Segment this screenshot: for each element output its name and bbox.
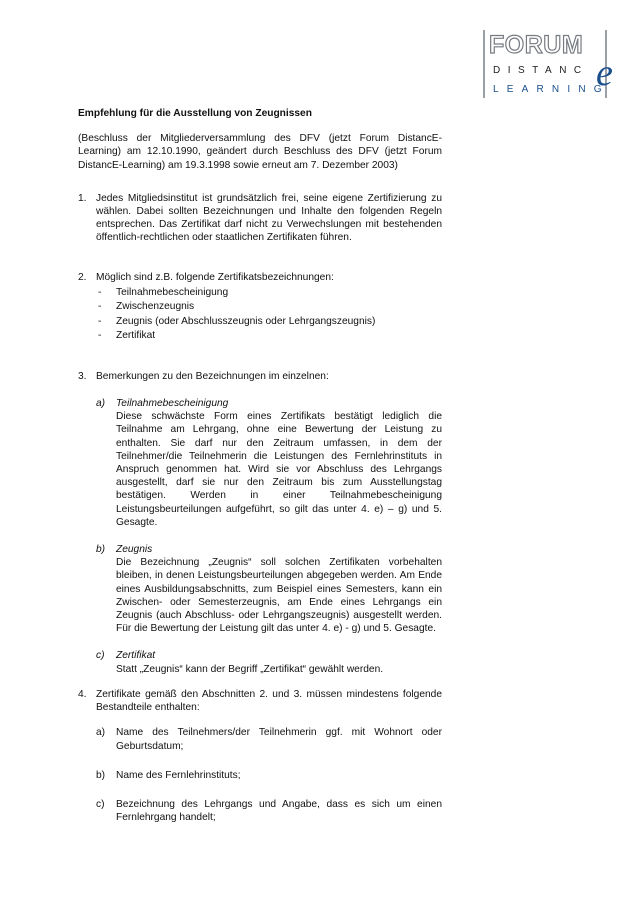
forum-distance-learning-logo <box>483 30 623 102</box>
list-item <box>96 798 442 824</box>
logo-learning-text: LEARNING <box>493 84 610 95</box>
section-text: Möglich sind z.B. folgende Zertifikatsbezeichnungen: <box>96 271 334 283</box>
bullet-dash: - <box>98 301 102 313</box>
item-text: Name des Fernlehrinstituts; <box>116 769 241 781</box>
list-item: - Zwischenzeugnis <box>98 301 195 313</box>
subsection-b <box>96 543 442 635</box>
logo-forum-text: FORUM <box>489 31 584 59</box>
section-text: Bemerkungen zu den Bezeichnungen im einzelnen: <box>96 370 329 382</box>
logo-e-mark: e <box>596 52 613 94</box>
subsection-text: Diese schwächste Form eines Zertifikats bestätigt lediglich die Teilnahme am Lehrgang, ohne eine Bewertung der Leistung zu enthalten. Sie darf nur den Zeitraum umfassen, in dem der Teilnehmer/die Teilnehmerin die Leistungen des Fernlehrinstituts in Anspruch genommen hat. Wird sie vor Abschluss des Lehrgangs ausgestellt, darf sie nur den Zeitraum bis zum Ausstellungstag bestätigen. Werden in einer Teilnahmebescheinigung Leistungsbeurteilungen aufgeführt, so gilt das unter 4. e) – g) und 5. Gesagte. <box>116 411 442 528</box>
subsection-label: c) <box>96 650 105 662</box>
section-1 <box>78 192 442 245</box>
section-4 <box>78 688 442 824</box>
item-text: Bezeichnung des Lehrgangs und Angabe, dass es sich um einen Fernlehrgang handelt; <box>116 798 442 824</box>
document-intro: (Beschluss der Mitgliederversammlung des DFV (jetzt Forum DistancE-Learning) am 12.10.1990, geändert durch Beschluss des DFV (jetzt Forum DistancE-Learning) am 19.3.1998 sowie erneut am 7. Dezember 2003) <box>78 133 442 171</box>
subsection-text: Statt „Zeugnis“ kann der Begriff „Zertifikat“ gewählt werden. <box>116 663 384 675</box>
item-label: b) <box>96 769 106 781</box>
section-text: Jedes Mitgliedsinstitut ist grundsätzlich frei, seine eigene Zertifizierung zu wählen. Dabei sollten Bezeichnungen und Inhalte den folgenden Regeln entsprechen. Das Zertifikat darf nicht zu Verwechslungen mit bestehenden öffentlich-rechtlichen oder staatlichen Zertifikaten führen. <box>96 192 442 244</box>
item-text: Name des Teilnehmers/der Teilnehmerin ggf. mit Wohnort oder Geburtsdatum; <box>116 727 442 752</box>
section-text: Zertifikate gemäß den Abschnitten 2. und 3. müssen mindestens folgende Bestandteile enthalten: <box>96 688 442 714</box>
list-item: - Teilnahmebescheinigung <box>98 286 229 298</box>
item-label: c) <box>96 798 105 810</box>
subsection-c <box>96 649 442 675</box>
document-title: Empfehlung für die Ausstellung von Zeugnissen <box>78 108 312 119</box>
subsection-a <box>96 397 442 529</box>
section-number: 1. <box>78 192 87 204</box>
subsection-label: a) <box>96 398 106 410</box>
required-components-list <box>96 726 442 824</box>
certificate-types-list <box>96 286 442 344</box>
list-item <box>96 726 442 752</box>
subsection-text: Die Bezeichnung „Zeugnis“ soll solchen Zertifikaten vorbehalten bleiben, in denen Leistungsbeurteilungen abgegeben werden. Am Ende eines Ausbildungsabschnitts, zum Beispiel eines Semesters, kann ein Zwischen- oder Semesterzeugnis, am Ende eines Lehrgangs ein Zeugnis (auch Abschluss- oder Lehrgangszeugnis) ausgestellt werden. Für die Bewertung der Leistung gilt das unter 4. e) - g) und 5. Gesagte. <box>116 557 442 635</box>
section-number: 2. <box>78 271 87 283</box>
subsection-heading: Teilnahmebescheinigung <box>116 398 229 410</box>
logo-distance-text: DISTANC <box>493 65 589 76</box>
bullet-dash: - <box>98 330 102 342</box>
section-3 <box>78 370 442 676</box>
section-number: 4. <box>78 688 87 700</box>
bullet-dash: - <box>98 315 102 327</box>
list-item <box>96 769 442 782</box>
logo-divider <box>483 30 485 98</box>
list-item: - Zertifikat <box>98 330 156 342</box>
section-number: 3. <box>78 370 87 382</box>
list-item: - Zeugnis (oder Abschlusszeugnis oder Lehrgangszeugnis) <box>98 315 376 327</box>
document-body <box>78 107 442 840</box>
bullet-dash: - <box>98 286 102 298</box>
section-2 <box>78 271 442 344</box>
subsection-heading: Zeugnis <box>116 544 153 556</box>
subsection-label: b) <box>96 544 106 556</box>
subsection-heading: Zertifikat <box>116 650 156 662</box>
item-label: a) <box>96 727 106 739</box>
